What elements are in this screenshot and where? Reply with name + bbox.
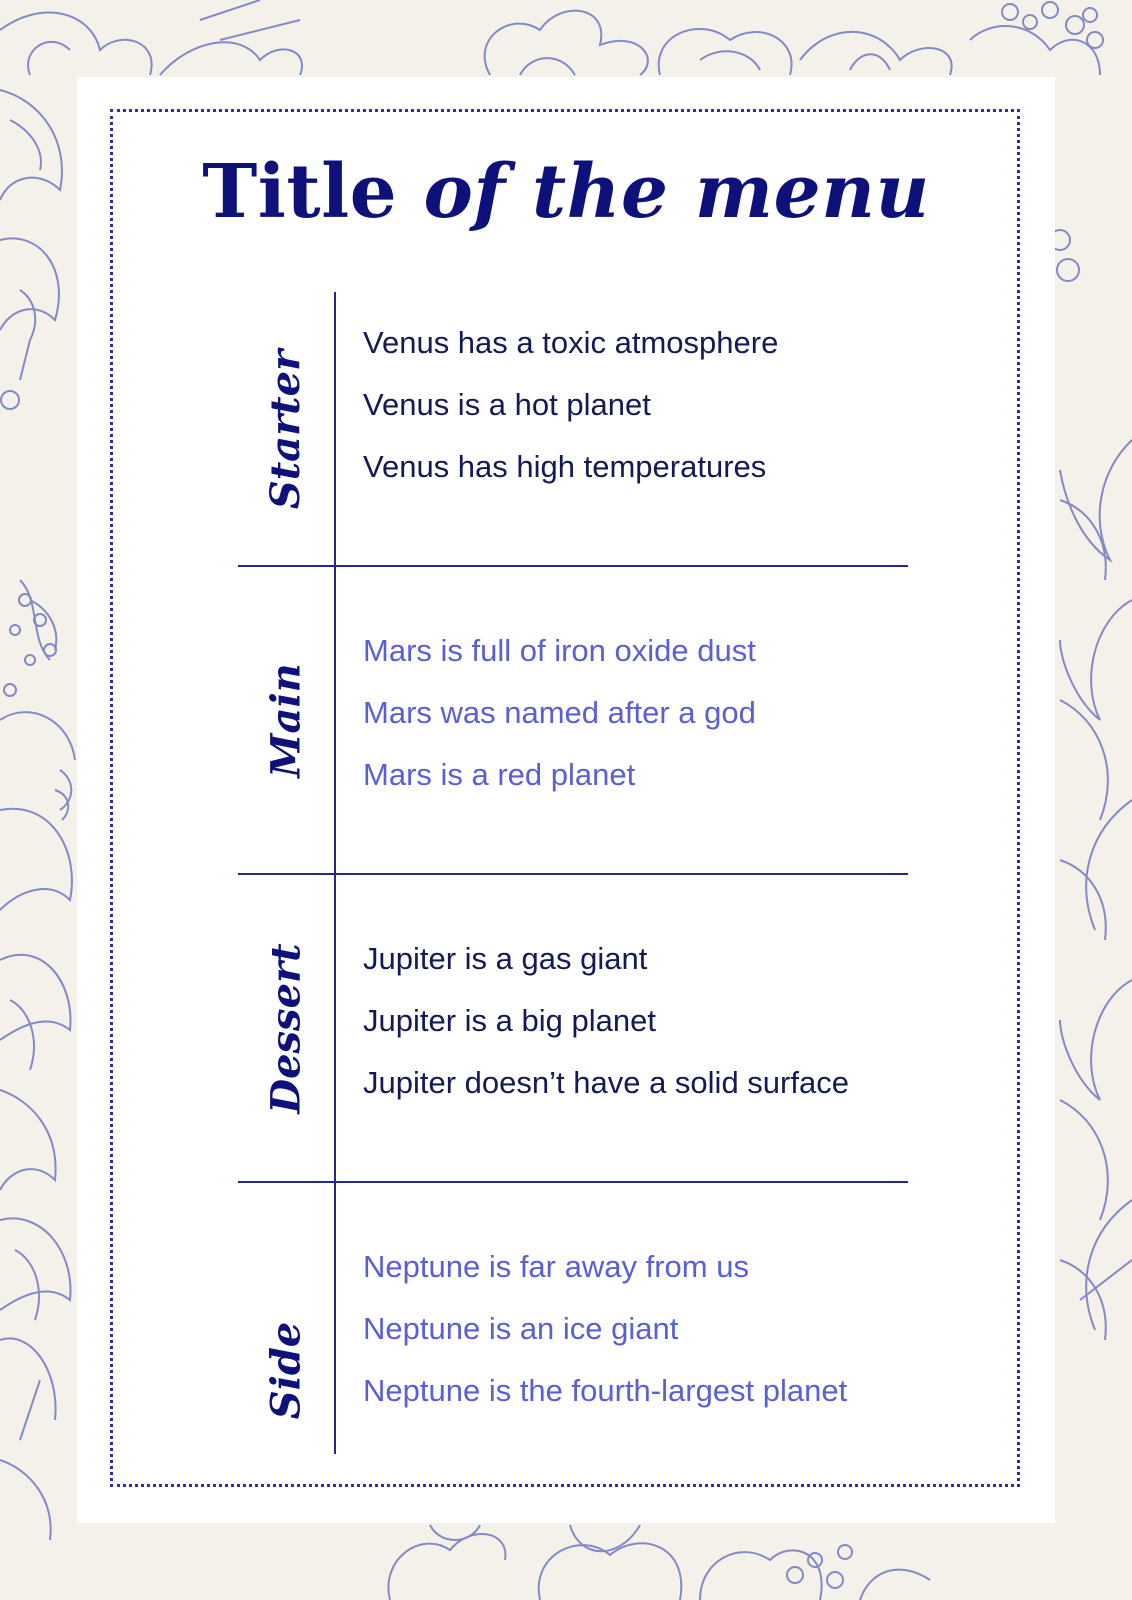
floral-top (0, 0, 1103, 75)
menu-item: Jupiter is a big planet (363, 1003, 656, 1038)
section-heading-text: Main (262, 662, 310, 778)
menu-section-side (238, 1182, 908, 1454)
section-heading (238, 566, 334, 874)
menu-item: Mars is full of iron oxide dust (363, 633, 756, 668)
menu-item: Mars was named after a god (363, 695, 756, 730)
menu-title (0, 146, 1132, 238)
menu-item: Venus has a toxic atmosphere (363, 325, 779, 360)
section-items (363, 928, 923, 1114)
menu-table (238, 292, 908, 1454)
menu-item: Venus has high temperatures (363, 449, 767, 484)
section-heading-text: Dessert (262, 942, 310, 1114)
section-items (363, 312, 923, 498)
title-italic: of the menu (423, 149, 930, 235)
menu-item: Venus is a hot planet (363, 387, 651, 422)
menu-section-starter (238, 292, 908, 566)
menu-section-dessert (238, 874, 908, 1182)
floral-bottom (388, 1525, 930, 1600)
menu-item: Neptune is an ice giant (363, 1311, 679, 1346)
floral-right (1050, 230, 1132, 1340)
menu-item: Neptune is the fourth-largest planet (363, 1373, 848, 1408)
section-heading-text: Starter (262, 349, 310, 509)
menu-item: Jupiter doesn’t have a solid surface (363, 1065, 849, 1100)
section-items (363, 620, 923, 806)
section-heading (238, 292, 334, 566)
floral-left (0, 90, 75, 1540)
section-heading (238, 874, 334, 1182)
menu-item: Mars is a red planet (363, 757, 636, 792)
menu-section-main (238, 566, 908, 874)
section-items (363, 1236, 923, 1422)
menu-item: Neptune is far away from us (363, 1249, 749, 1284)
section-heading-text: Side (262, 1321, 310, 1420)
menu-item: Jupiter is a gas giant (363, 941, 648, 976)
section-heading (238, 1182, 334, 1454)
title-regular: Title (202, 149, 398, 235)
